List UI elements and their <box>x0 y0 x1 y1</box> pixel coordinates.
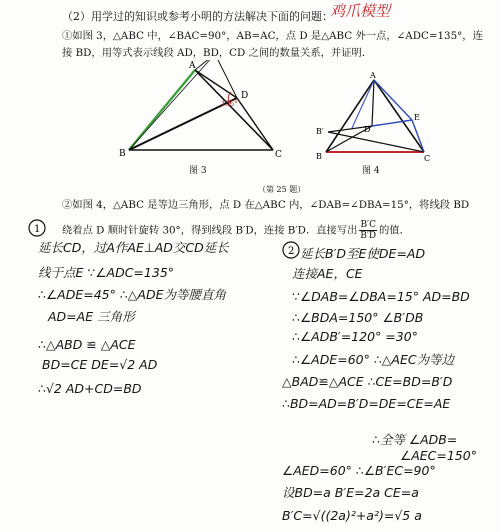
fig3-label-b: B <box>119 149 126 159</box>
q2-line2-prefix: 绕着点 D 顺时针旋转 30°，得到线段 B′D，连接 B′D．直接写出 <box>62 224 358 237</box>
fig3-caption: 图 3 <box>189 166 207 176</box>
right-line-10: ∠AEC=150° <box>400 448 477 463</box>
figure-3 <box>115 60 290 170</box>
right-circle-mark <box>281 240 301 260</box>
right-line-13: B′C=√((2a)²+a²)=√5 a <box>282 508 422 523</box>
fig4-caption: 图 4 <box>362 166 380 176</box>
q1-line2: 接 BD，用等式表示线段 AD，BD，CD 之间的数量关系，并证明． <box>62 47 373 59</box>
right-line-5: ∴∠ADB′=120° =30° <box>292 329 418 344</box>
right-line-9: ∴全等 ∠ADB= <box>372 432 458 447</box>
fig3-seg-cd <box>237 98 273 150</box>
left-circle-digit: 1 <box>34 224 41 235</box>
left-line-4: AD=AE 三角形 <box>48 309 135 324</box>
fig3-seg-be <box>129 60 215 150</box>
q2-line2 <box>62 220 410 241</box>
q2-line2-suffix: 的值． <box>378 224 410 237</box>
fig3-side-ac <box>195 70 273 150</box>
q2-fraction-den: B′D <box>360 231 377 241</box>
fig4-seg-ae <box>374 80 412 120</box>
problem-number: （第 25 题） <box>258 185 306 194</box>
fig3-label-d: D <box>241 91 249 101</box>
fig4-label-bprime: B′ <box>316 127 324 136</box>
right-line-3: ∵∠DAB=∠DBA=15° AD=BD <box>292 289 470 304</box>
fig3-seg-de <box>215 60 237 98</box>
fig4-label-a: A <box>370 71 376 80</box>
fig4-seg-ad <box>372 80 374 126</box>
fig3-side-ab <box>129 70 195 150</box>
right-line-4: ∴∠BDA=150° ∠B′DB <box>292 310 424 325</box>
left-line-1: 延长CD，过A作AE⊥AD交CD延长 <box>38 240 229 255</box>
left-line-7: ∴√2 AD+CD=BD <box>38 381 142 396</box>
right-line-12: 设BD=a B′E=2a CE=a <box>282 485 419 500</box>
right-line-8: ∴BD=AD=B′D=DE=CE=AE <box>282 396 451 411</box>
left-circle-mark <box>27 218 47 238</box>
part2-heading: （2）用学过的知识或参考小明的方法解决下面的问题： <box>62 10 333 23</box>
fig3-label-a: A <box>189 61 196 71</box>
right-line-1: 延长B′D至E使DE=AD <box>300 246 426 261</box>
q2-fraction <box>359 220 377 241</box>
left-line-2: 线于点E ∵∠ADC=135° <box>38 265 175 280</box>
right-line-7: △BAD≌△ACE ∴CE=BD=B′D <box>282 374 453 389</box>
left-line-3: ∴∠ADE=45° ∴△ADE为等腰直角 <box>38 287 226 302</box>
q2-line1: ②如图 4，△ABC 是等边三角形，点 D 在△ABC 内，∠DAB=∠DBA=15°，将线段 BD <box>62 199 470 211</box>
right-circle-digit: 2 <box>288 246 295 257</box>
fig4-side-ab <box>326 80 374 152</box>
right-line-11: ∠AED=60° ∴∠B′EC=90° <box>282 463 436 478</box>
right-line-6: ∴∠ADE=60° ∴△AEC为等边 <box>292 352 455 367</box>
fig3-angle-label: 135° <box>221 100 238 108</box>
annotation-top: 鸡爪模型 <box>330 2 391 20</box>
q2-fraction-num: B′C <box>360 220 376 230</box>
fig4-label-d: D <box>364 125 371 134</box>
figure-4 <box>312 68 432 164</box>
q1-line1: ①如图 3，△ABC 中，∠BAC=90°，AB=AC，点 D 是△ABC 外一点，∠ADC=135°，连 <box>62 30 483 42</box>
fig4-label-e: E <box>414 113 420 122</box>
right-line-2: 连接AE，CE <box>292 266 363 281</box>
left-line-5: ∴△ABD ≌ △ACE <box>38 337 136 352</box>
fig4-seg-bpc <box>328 132 424 152</box>
fig3-seg-ad <box>195 70 237 98</box>
fig4-seg-ab-inner <box>352 80 374 128</box>
left-line-6: BD=CE DE=√2 AD <box>42 357 158 372</box>
fig4-label-b: B <box>316 152 322 161</box>
fig4-label-c: C <box>424 154 431 163</box>
fig3-label-c: C <box>275 150 282 160</box>
